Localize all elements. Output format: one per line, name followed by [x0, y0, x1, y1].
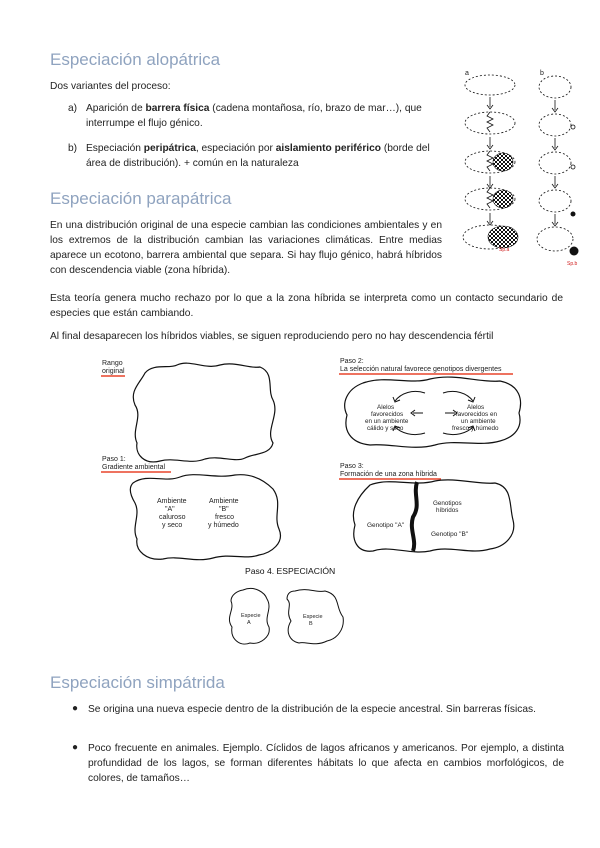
svg-text:B: B: [309, 621, 313, 627]
svg-text:Especie: Especie: [303, 614, 323, 620]
species-a-label: Sp.a: [499, 247, 510, 253]
svg-text:en un ambiente: en un ambiente: [365, 418, 409, 425]
list-text: Especiación peripátrica, especiación por aislamiento periférico (borde del área de distribución). + común en la naturaleza: [86, 143, 430, 169]
rango-label-line1: Rango: [102, 360, 123, 367]
especie-b-text: [303, 614, 323, 627]
svg-text:A: A: [247, 620, 251, 626]
column-b-label: b: [540, 70, 544, 77]
svg-text:y seco: y seco: [162, 522, 183, 529]
bullet-dot: ●: [72, 742, 79, 753]
rango-blob: [133, 363, 275, 462]
svg-text:"B": "B": [219, 506, 229, 513]
genotipo-a-label: Genotipo "A": [367, 522, 405, 529]
column-b-stages: [537, 76, 575, 251]
simpatrida-bullet-1: Se origina una nueva especie dentro de la distribución de la especie ancestral. Sin barreras físicas.: [88, 704, 536, 715]
heading-parapatrica: Especiación parapátrica: [50, 189, 232, 208]
species-b-label: Sp.b: [567, 261, 578, 267]
list-text: Aparición de barrera física (cadena montañosa, río, brazo de mar…), que interrumpe el flujo génico.: [86, 103, 422, 129]
svg-text:Genotipos: Genotipos: [433, 500, 462, 507]
svg-text:favorecidos en: favorecidos en: [456, 411, 497, 418]
genotipos-hibridos-text: [433, 500, 462, 514]
paso1-label: Paso 1:: [102, 456, 126, 463]
alopatrica-intro: Dos variantes del proceso:: [50, 81, 171, 92]
list-label: b): [68, 143, 78, 154]
svg-text:"A": "A": [165, 506, 175, 513]
heading-simpatrida: Especiación simpátrida: [50, 673, 225, 692]
paso4-caption: Paso 4. ESPECIACIÓN: [245, 566, 336, 576]
hybrid-zone-line: [412, 482, 417, 551]
svg-text:un ambiente: un ambiente: [461, 418, 496, 425]
paso3-blob: [353, 480, 513, 552]
parapatrica-paragraph-1: En una distribución original de una especie cambian las condiciones ambientales y en los extremos de la distribución cambian las variaciones climáticas. Entre medias aparece un ecotono, barrera ambiental que separa. Si hay flujo génico, habrá híbridos con descendencia viable (zona híbrida).: [50, 220, 442, 276]
svg-text:cálido y seco: cálido y seco: [367, 425, 404, 432]
ambiente-b-text: [208, 498, 239, 529]
rango-label-line2: original: [102, 368, 125, 375]
paso3-label: Paso 3:: [340, 463, 364, 470]
svg-text:Alelos: Alelos: [377, 404, 395, 411]
bullet-dot: ●: [72, 703, 79, 714]
svg-text:Alelos: Alelos: [467, 404, 485, 411]
svg-text:Ambiente: Ambiente: [209, 498, 239, 505]
list-label: a): [68, 103, 78, 114]
especie-a-text: [241, 613, 261, 626]
paso1-title: Gradiente ambiental: [102, 464, 166, 471]
svg-text:fresco: fresco: [215, 514, 235, 521]
svg-text:caluroso: caluroso: [159, 514, 186, 521]
simpatrida-bullet-2: Poco frecuente en animales. Ejemplo. Cíclidos de lagos africanos y americanos. Por ejemplo, a distinta profundidad de los lagos, se forman diferentes hábitats lo que afecta en cambios morfológicos, de colores, de tamaños…: [88, 743, 564, 784]
svg-text:Ambiente: Ambiente: [157, 498, 187, 505]
paso2-title: La selección natural favorece genotipos divergentes: [340, 366, 502, 373]
svg-text:fresco y húmedo: fresco y húmedo: [452, 425, 499, 432]
parapatrica-paragraph-3: Al final desaparecen los híbridos viables, se siguen reproduciendo pero no hay descendencia fértil: [50, 331, 494, 342]
svg-text:favorecidos: favorecidos: [371, 411, 404, 418]
svg-text:y húmedo: y húmedo: [208, 522, 239, 529]
svg-text:híbridos: híbridos: [436, 507, 459, 514]
parapatrica-paragraph-2: Esta teoría genera mucho rechazo por lo que a la zona híbrida se interpreta como un contacto secundario de especies que están cambiando.: [50, 293, 563, 319]
alelos-left-text: [365, 404, 409, 432]
paso2-label: Paso 2:: [340, 358, 364, 365]
parapatric-diagram: [95, 355, 535, 655]
paso3-title: Formación de una zona híbrida: [340, 471, 437, 478]
heading-alopatrica: Especiación alopátrica: [50, 50, 221, 69]
ambiente-a-text: [157, 498, 187, 529]
svg-text:Especie: Especie: [241, 613, 261, 619]
column-a-label: a: [465, 70, 469, 77]
alelos-right-text: [452, 404, 499, 432]
allopatric-figure: [455, 65, 580, 270]
paso1-blob: [130, 475, 280, 560]
genotipo-b-label: Genotipo "B": [431, 531, 469, 538]
